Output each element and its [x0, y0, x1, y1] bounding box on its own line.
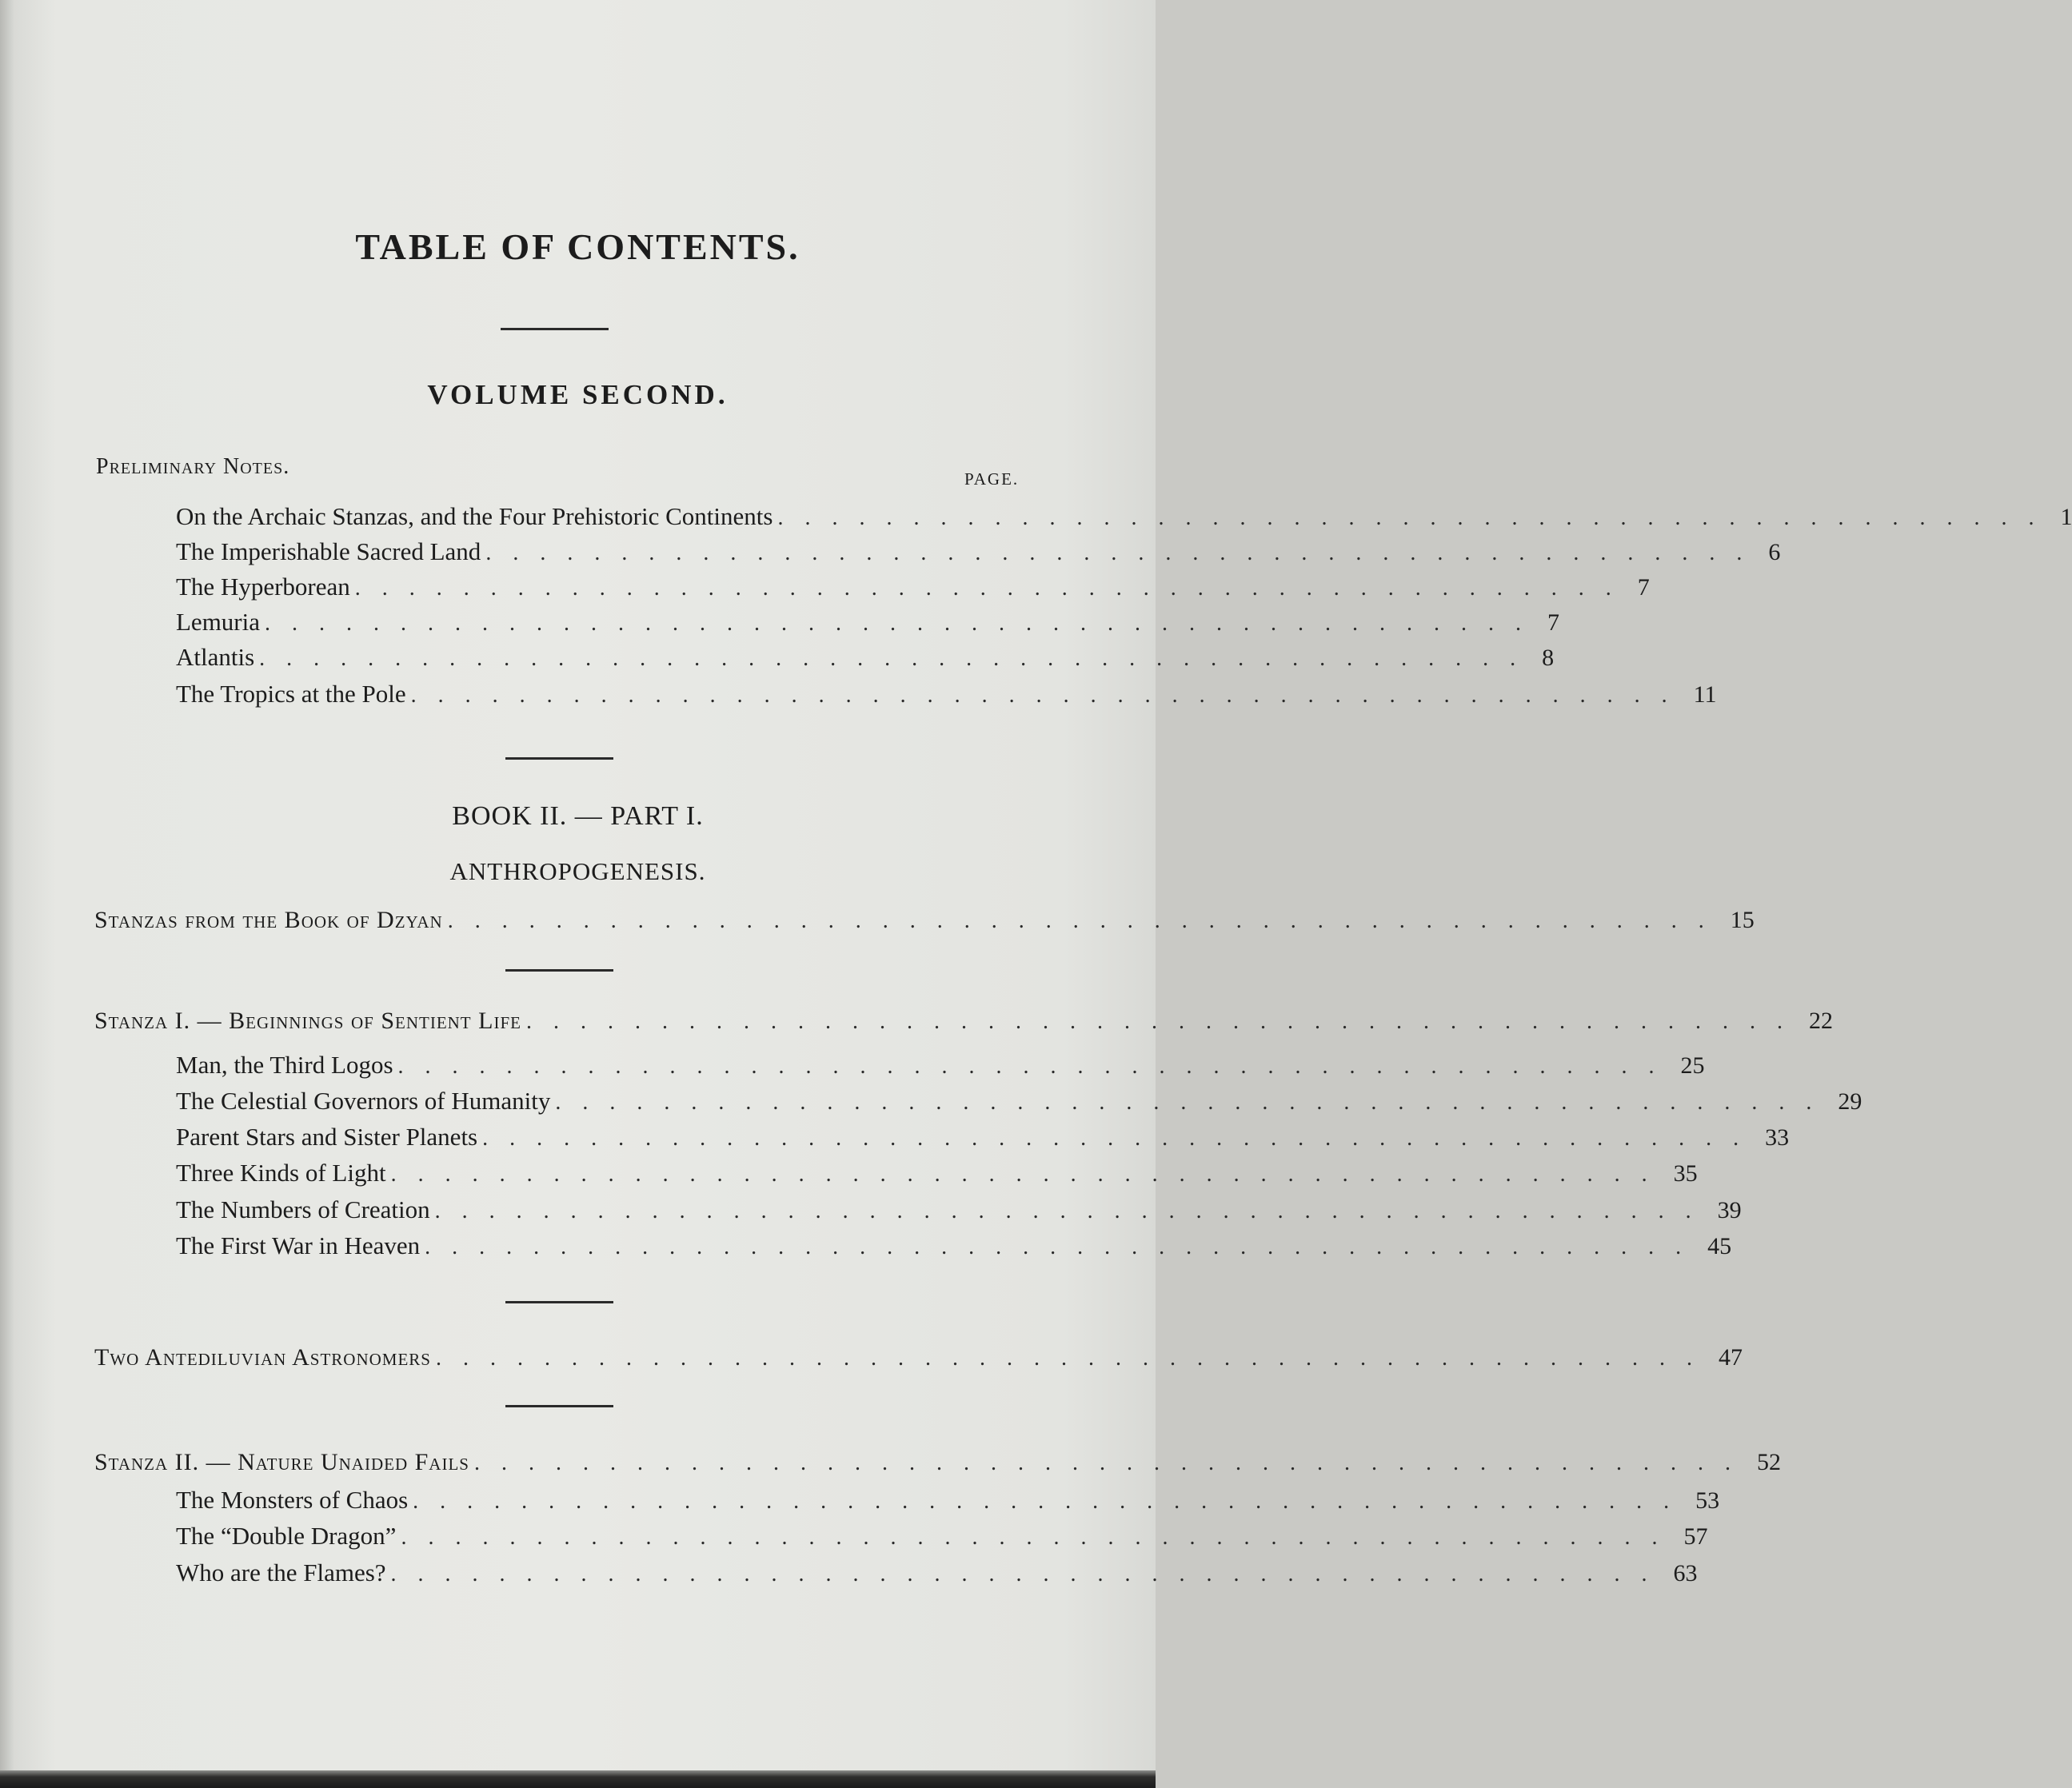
entry-page-number: 52: [1756, 1449, 1781, 1475]
toc-entry[interactable]: [94, 1008, 1833, 1040]
dot-leader: ...............................................: [425, 1235, 1703, 1259]
dot-leader: ...............................................: [265, 611, 1543, 636]
anthropogenesis-heading: ANTHROPOGENESIS.: [449, 857, 706, 885]
dot-leader: ...............................................: [413, 1489, 1691, 1514]
toc-entry[interactable]: [176, 1051, 1705, 1083]
toc-entry[interactable]: [176, 1522, 1708, 1554]
dot-leader: ...............................................: [777, 505, 2056, 530]
entry-title: On the Archaic Stanzas, and the Four Prehistoric Continents: [176, 502, 773, 530]
book-heading: BOOK II. — PART I.: [452, 801, 704, 831]
entry-page-number: 22: [1808, 1008, 1833, 1034]
entry-title: Parent Stars and Sister Planets: [176, 1123, 478, 1151]
entry-title: Man, the Third Logos: [176, 1051, 393, 1079]
dot-leader: ...............................................: [259, 646, 1538, 671]
entry-title: Two Antediluvian Astronomers: [94, 1344, 431, 1371]
dot-leader: ...............................................: [447, 908, 1726, 933]
toc-entry[interactable]: [176, 537, 1781, 569]
dot-leader: ...............................................: [410, 683, 1689, 708]
entry-title: Who are the Flames?: [176, 1559, 386, 1586]
entry-page-number: 45: [1707, 1233, 1732, 1259]
entry-title: Stanza I. — Beginnings of Sentient Life: [94, 1008, 521, 1034]
dot-leader: ...............................................: [401, 1525, 1679, 1550]
entry-page-number: 29: [1838, 1088, 1862, 1115]
entry-title: Atlantis: [176, 643, 255, 671]
preliminary-notes-heading: Preliminary Notes.: [96, 454, 290, 479]
toc-entry[interactable]: [176, 502, 2072, 534]
toc-entry[interactable]: [176, 1123, 1790, 1155]
entry-title: The “Double Dragon”: [176, 1522, 397, 1550]
toc-entry[interactable]: [176, 1087, 1862, 1119]
volume-heading: VOLUME SECOND.: [427, 379, 729, 410]
entry-page-number: 6: [1768, 539, 1781, 565]
entry-title: The Tropics at the Pole: [176, 680, 406, 708]
entry-title: The Monsters of Chaos: [176, 1486, 409, 1514]
dot-leader: ...............................................: [390, 1562, 1669, 1586]
entry-page-number: 15: [1730, 907, 1755, 933]
toc-entry[interactable]: [176, 1559, 1698, 1590]
toc-entry[interactable]: [176, 1231, 1732, 1263]
toc-entry[interactable]: [176, 608, 1560, 640]
toc-entry[interactable]: [94, 907, 1755, 939]
dot-leader: ...............................................: [354, 576, 1633, 601]
entry-page-number: 33: [1765, 1124, 1790, 1151]
dot-leader: ...............................................: [555, 1090, 1834, 1115]
divider-rule: [505, 1405, 613, 1407]
page-title: TABLE OF CONTENTS.: [355, 226, 800, 267]
toc-entry[interactable]: [176, 1159, 1698, 1191]
dot-leader: ...............................................: [397, 1054, 1676, 1079]
dot-leader: ...............................................: [485, 541, 1764, 565]
toc-entry[interactable]: [176, 573, 1650, 605]
divider-rule: [505, 1301, 613, 1303]
entry-page-number: 63: [1673, 1560, 1698, 1586]
entry-page-number: 7: [1637, 574, 1650, 601]
toc-entry[interactable]: [94, 1344, 1743, 1376]
page-bottom-edge: [0, 1770, 1156, 1788]
entry-title: The Numbers of Creation: [176, 1195, 430, 1223]
entry-page-number: 11: [1693, 681, 1717, 708]
entry-page-number: 1: [2060, 504, 2072, 530]
entry-title: The Celestial Governors of Humanity: [176, 1087, 551, 1115]
dot-leader: ...............................................: [390, 1162, 1669, 1187]
toc-entry[interactable]: [176, 1195, 1742, 1227]
entry-page-number: 35: [1673, 1160, 1698, 1187]
entry-title: Lemuria: [176, 608, 261, 636]
entry-title: The Imperishable Sacred Land: [176, 537, 481, 565]
entry-title: Three Kinds of Light: [176, 1159, 386, 1187]
entry-page-number: 8: [1542, 645, 1555, 671]
entry-page-number: 57: [1683, 1523, 1708, 1550]
entry-page-number: 47: [1719, 1344, 1743, 1371]
page-column-label: PAGE.: [964, 469, 1020, 489]
entry-page-number: 53: [1695, 1487, 1720, 1514]
entry-page-number: 39: [1717, 1197, 1742, 1223]
dot-leader: ...............................................: [434, 1199, 1713, 1223]
dot-leader: ...............................................: [473, 1451, 1752, 1475]
entry-title: Stanzas from the Book of Dzyan: [94, 907, 443, 933]
divider-rule: [501, 328, 609, 330]
toc-entry[interactable]: [94, 1449, 1781, 1481]
toc-entry[interactable]: [176, 643, 1555, 675]
toc-entry[interactable]: [176, 680, 1717, 712]
entry-page-number: 25: [1680, 1052, 1705, 1079]
entry-title: Stanza II. — Nature Unaided Fails: [94, 1449, 469, 1475]
dot-leader: ...............................................: [482, 1126, 1761, 1151]
dot-leader: ...............................................: [525, 1009, 1804, 1034]
divider-rule: [505, 969, 613, 972]
entry-title: The Hyperborean: [176, 573, 350, 601]
divider-rule: [505, 757, 613, 760]
toc-entry[interactable]: [176, 1486, 1720, 1518]
entry-title: The First War in Heaven: [176, 1231, 421, 1259]
dot-leader: ...............................................: [436, 1346, 1714, 1371]
entry-page-number: 7: [1547, 609, 1560, 636]
